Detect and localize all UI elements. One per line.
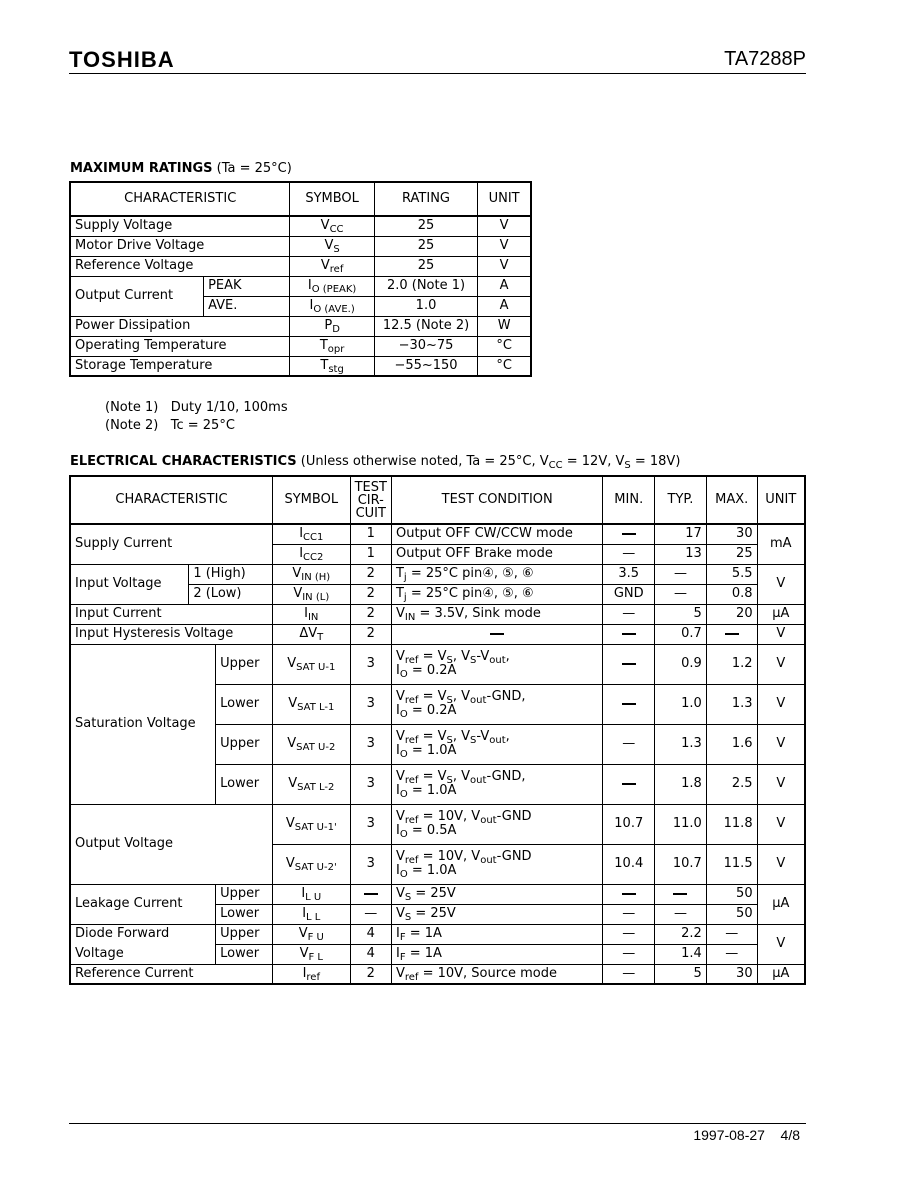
- unit-cell: V: [757, 564, 805, 604]
- symbol-cell: $I_{ref}$: [272, 964, 350, 984]
- condition-cell: $V_{ref} = V_S$, $V_S-V_{out}$, $I_O = 1.0A$: [391, 724, 602, 764]
- table-row: [70, 356, 531, 376]
- min-cell: —: [603, 964, 655, 984]
- brand-logo: TOSHIBA: [69, 47, 175, 72]
- header-cell: MAX.: [706, 476, 757, 524]
- max-ratings-table: [69, 181, 532, 377]
- row-label: Leakage Current: [70, 884, 216, 924]
- row-label: Supply Current: [70, 524, 272, 564]
- circuit-cell: 1: [350, 544, 391, 564]
- unit-cell: W: [478, 316, 531, 336]
- typ-cell: 1.0: [655, 684, 707, 724]
- sub-label: Lower: [216, 684, 273, 724]
- row-label: Output Current: [70, 276, 204, 316]
- max-cell: 30: [706, 964, 757, 984]
- condition-cell: $V_{ref} = V_S$, $V_S-V_{out}$, $I_O = 0.2A$: [391, 644, 602, 684]
- condition-cell: $I_F = 1A$: [391, 944, 602, 964]
- row-label: Power Dissipation: [70, 316, 290, 336]
- symbol-cell: $V_{SAT U-1}$: [272, 644, 350, 684]
- sub-label: PEAK: [204, 276, 290, 296]
- condition-cell: $V_S = 25V$: [391, 904, 602, 924]
- rating-cell: −55~150: [374, 356, 477, 376]
- unit-cell: A: [478, 296, 531, 316]
- row-label: Reference Voltage: [70, 256, 290, 276]
- min-cell: [603, 684, 655, 724]
- unit-cell: °C: [478, 336, 531, 356]
- unit-cell: V: [478, 256, 531, 276]
- sub-label: Lower: [216, 944, 273, 964]
- condition-cell: $V_{ref} = 10V$, Source mode: [391, 964, 602, 984]
- unit-cell: V: [757, 844, 805, 884]
- min-cell: [603, 764, 655, 804]
- sub-label: Lower: [216, 904, 273, 924]
- unit-cell: V: [757, 644, 805, 684]
- typ-cell: 1.8: [655, 764, 707, 804]
- symbol-cell: $V_{IN (H)}$: [272, 564, 350, 584]
- unit-cell: A: [478, 276, 531, 296]
- table-row: [70, 564, 805, 584]
- typ-cell: 10.7: [655, 844, 707, 884]
- table-row: [70, 644, 805, 684]
- symbol-cell: $T_{stg}$: [290, 356, 374, 376]
- table-row: [70, 964, 805, 984]
- sub-label: Upper: [216, 884, 273, 904]
- table-row: [70, 336, 531, 356]
- sub-label: Upper: [216, 724, 273, 764]
- min-cell: —: [603, 604, 655, 624]
- max-cell: 20: [706, 604, 757, 624]
- min-cell: —: [603, 724, 655, 764]
- part-number: TA7288P: [724, 48, 806, 70]
- section-title: ELECTRICAL CHARACTERISTICS: [70, 454, 297, 469]
- row-label: Diode Forward: [70, 924, 216, 944]
- table-row: [70, 944, 805, 964]
- page-number: 4/8: [780, 1127, 800, 1143]
- rating-cell: 25: [374, 236, 477, 256]
- unit-cell: V: [757, 764, 805, 804]
- condition-cell: Output OFF CW/CCW mode: [391, 524, 602, 544]
- table-row: [70, 236, 531, 256]
- unit-cell: V: [757, 724, 805, 764]
- notes-block: [105, 400, 288, 436]
- circuit-cell: 1: [350, 524, 391, 544]
- symbol-cell: $V_{SAT L-1}$: [272, 684, 350, 724]
- row-label: Motor Drive Voltage: [70, 236, 290, 256]
- max-cell: —: [706, 924, 757, 944]
- rating-cell: 25: [374, 256, 477, 276]
- min-cell: —: [603, 544, 655, 564]
- symbol-cell: $I_{L U}$: [272, 884, 350, 904]
- circuit-cell: —: [350, 904, 391, 924]
- typ-cell: 2.2: [655, 924, 707, 944]
- min-cell: GND: [603, 584, 655, 604]
- condition-cell: $T_j = 25^\circ C$ pin④, ⑤, ⑥: [391, 564, 602, 584]
- note-1: (Note 1) Duty 1/10, 100ms: [105, 400, 288, 415]
- typ-cell: —: [655, 564, 707, 584]
- min-cell: [603, 524, 655, 544]
- typ-cell: —: [655, 904, 707, 924]
- symbol-cell: $V_{F U}$: [272, 924, 350, 944]
- symbol-cell: $V_{SAT L-2}$: [272, 764, 350, 804]
- table-row: [70, 804, 805, 844]
- circuit-cell: 2: [350, 584, 391, 604]
- sub-label: Upper: [216, 644, 273, 684]
- header-cell: SYMBOL: [272, 476, 350, 524]
- symbol-cell: $V_{ref}$: [290, 256, 374, 276]
- table-header-row: [70, 182, 531, 216]
- sub-label: AVE.: [204, 296, 290, 316]
- rating-cell: 1.0: [374, 296, 477, 316]
- symbol-cell: $I_{CC1}$: [272, 524, 350, 544]
- table-row: [70, 924, 805, 944]
- circuit-cell: [350, 884, 391, 904]
- unit-cell: V: [757, 684, 805, 724]
- footer-date: 1997-08-27: [693, 1127, 765, 1143]
- header-rule: [69, 73, 806, 74]
- unit-cell: mA: [757, 524, 805, 564]
- table-row: [70, 256, 531, 276]
- row-label: Operating Temperature: [70, 336, 290, 356]
- unit-cell: μA: [757, 604, 805, 624]
- section-condition: (Unless otherwise noted, Ta = 25°C, $V_{CC} = 12V$, $V_S = 18V$): [300, 454, 681, 471]
- max-cell: 1.2: [706, 644, 757, 684]
- symbol-cell: $V_{SAT U-1'}$: [272, 804, 350, 844]
- symbol-cell: $P_D$: [290, 316, 374, 336]
- typ-cell: 1.3: [655, 724, 707, 764]
- max-cell: 5.5: [706, 564, 757, 584]
- header-cell: UNIT: [478, 182, 531, 216]
- max-cell: 11.8: [706, 804, 757, 844]
- row-label: Storage Temperature: [70, 356, 290, 376]
- min-cell: [603, 644, 655, 684]
- elec-heading: [70, 454, 680, 469]
- condition-cell: $V_{ref} = V_S$, $V_{out}$-GND, $I_O = 0.2A$: [391, 684, 602, 724]
- symbol-cell: $V_{SAT U-2'}$: [272, 844, 350, 884]
- condition-cell: Output OFF Brake mode: [391, 544, 602, 564]
- max-cell: 1.6: [706, 724, 757, 764]
- electrical-table: [69, 475, 806, 985]
- table-row: [70, 624, 805, 644]
- row-label: Voltage: [70, 944, 216, 964]
- circuit-cell: 3: [350, 804, 391, 844]
- condition-cell: $V_{ref} = 10V$, $V_{out}$-GND $I_O = 0.5A$: [391, 804, 602, 844]
- typ-cell: 13: [655, 544, 707, 564]
- min-cell: [603, 624, 655, 644]
- condition-cell: $V_{ref} = V_S$, $V_{out}$-GND, $I_O = 1.0A$: [391, 764, 602, 804]
- rating-cell: 2.0 (Note 1): [374, 276, 477, 296]
- max-ratings-heading: [70, 161, 292, 176]
- condition-cell: $V_{IN} = 3.5V$, Sink mode: [391, 604, 602, 624]
- symbol-cell: $T_{opr}$: [290, 336, 374, 356]
- sub-label: Upper: [216, 924, 273, 944]
- circuit-cell: 3: [350, 644, 391, 684]
- sub-label: Lower: [216, 764, 273, 804]
- symbol-cell: $I_{IN}$: [272, 604, 350, 624]
- typ-cell: 11.0: [655, 804, 707, 844]
- header-cell: TYP.: [655, 476, 707, 524]
- rating-cell: 25: [374, 216, 477, 236]
- header-cell: MIN.: [603, 476, 655, 524]
- min-cell: —: [603, 944, 655, 964]
- table-row: [70, 524, 805, 544]
- max-cell: 30: [706, 524, 757, 544]
- symbol-cell: $I_{L L}$: [272, 904, 350, 924]
- note-2: (Note 2) Tc = 25°C: [105, 418, 235, 433]
- condition-cell: [391, 624, 602, 644]
- min-cell: —: [603, 904, 655, 924]
- typ-cell: 5: [655, 964, 707, 984]
- circuit-cell: 4: [350, 944, 391, 964]
- max-cell: 0.8: [706, 584, 757, 604]
- header-cell: TEST CONDITION: [391, 476, 602, 524]
- header-cell: TEST CIR- CUIT: [350, 476, 391, 524]
- table-row: [70, 604, 805, 624]
- row-label: Reference Current: [70, 964, 272, 984]
- max-cell: 2.5: [706, 764, 757, 804]
- rating-cell: −30~75: [374, 336, 477, 356]
- circuit-cell: 2: [350, 604, 391, 624]
- header-cell: CHARACTERISTIC: [70, 182, 290, 216]
- circuit-cell: 3: [350, 844, 391, 884]
- symbol-cell: $I_{O (AVE.)}$: [290, 296, 374, 316]
- circuit-cell: 3: [350, 724, 391, 764]
- min-cell: [603, 884, 655, 904]
- table-row: [70, 316, 531, 336]
- table-header-row: [70, 476, 805, 524]
- circuit-cell: 3: [350, 764, 391, 804]
- typ-cell: 5: [655, 604, 707, 624]
- sub-label: 2 (Low): [189, 584, 273, 604]
- max-cell: 25: [706, 544, 757, 564]
- typ-cell: [655, 884, 707, 904]
- unit-cell: V: [478, 216, 531, 236]
- unit-cell: V: [757, 804, 805, 844]
- table-row: [70, 216, 531, 236]
- table-row: [70, 884, 805, 904]
- typ-cell: 0.9: [655, 644, 707, 684]
- min-cell: —: [603, 924, 655, 944]
- row-label: Input Current: [70, 604, 272, 624]
- min-cell: 10.4: [603, 844, 655, 884]
- symbol-cell: $V_{CC}$: [290, 216, 374, 236]
- row-label: Supply Voltage: [70, 216, 290, 236]
- sub-label: 1 (High): [189, 564, 273, 584]
- row-label: Output Voltage: [70, 804, 272, 884]
- typ-cell: 0.7: [655, 624, 707, 644]
- circuit-cell: 3: [350, 684, 391, 724]
- header-cell: CHARACTERISTIC: [70, 476, 272, 524]
- symbol-cell: $\Delta V_T$: [272, 624, 350, 644]
- symbol-cell: $V_{F L}$: [272, 944, 350, 964]
- header-cell: SYMBOL: [290, 182, 374, 216]
- section-title: MAXIMUM RATINGS: [70, 161, 213, 176]
- table-row: [70, 276, 531, 296]
- typ-cell: —: [655, 584, 707, 604]
- max-cell: 50: [706, 904, 757, 924]
- max-cell: 50: [706, 884, 757, 904]
- condition-cell: $I_F = 1A$: [391, 924, 602, 944]
- footer: [693, 1127, 800, 1143]
- max-cell: [706, 624, 757, 644]
- circuit-cell: 2: [350, 964, 391, 984]
- condition-cell: $T_j = 25^\circ C$ pin④, ⑤, ⑥: [391, 584, 602, 604]
- condition-cell: $V_{ref} = 10V$, $V_{out}$-GND $I_O = 1.0A$: [391, 844, 602, 884]
- max-cell: —: [706, 944, 757, 964]
- rating-cell: 12.5 (Note 2): [374, 316, 477, 336]
- circuit-cell: 2: [350, 624, 391, 644]
- row-label: Saturation Voltage: [70, 644, 216, 804]
- symbol-cell: $V_{IN (L)}$: [272, 584, 350, 604]
- header-cell: RATING: [374, 182, 477, 216]
- footer-rule: [69, 1123, 806, 1124]
- symbol-cell: $V_{SAT U-2}$: [272, 724, 350, 764]
- symbol-cell: $I_{O (PEAK)}$: [290, 276, 374, 296]
- max-cell: 11.5: [706, 844, 757, 884]
- unit-cell: V: [478, 236, 531, 256]
- unit-cell: V: [757, 924, 805, 964]
- row-label: Input Voltage: [70, 564, 189, 604]
- min-cell: 10.7: [603, 804, 655, 844]
- section-condition: (Ta = 25°C): [216, 161, 292, 176]
- symbol-cell: $V_S$: [290, 236, 374, 256]
- circuit-cell: 4: [350, 924, 391, 944]
- typ-cell: 17: [655, 524, 707, 544]
- header-cell: UNIT: [757, 476, 805, 524]
- circuit-cell: 2: [350, 564, 391, 584]
- typ-cell: 1.4: [655, 944, 707, 964]
- condition-cell: $V_S = 25V$: [391, 884, 602, 904]
- row-label: Input Hysteresis Voltage: [70, 624, 272, 644]
- min-cell: 3.5: [603, 564, 655, 584]
- symbol-cell: $I_{CC2}$: [272, 544, 350, 564]
- unit-cell: V: [757, 624, 805, 644]
- max-cell: 1.3: [706, 684, 757, 724]
- unit-cell: μA: [757, 884, 805, 924]
- unit-cell: μA: [757, 964, 805, 984]
- unit-cell: °C: [478, 356, 531, 376]
